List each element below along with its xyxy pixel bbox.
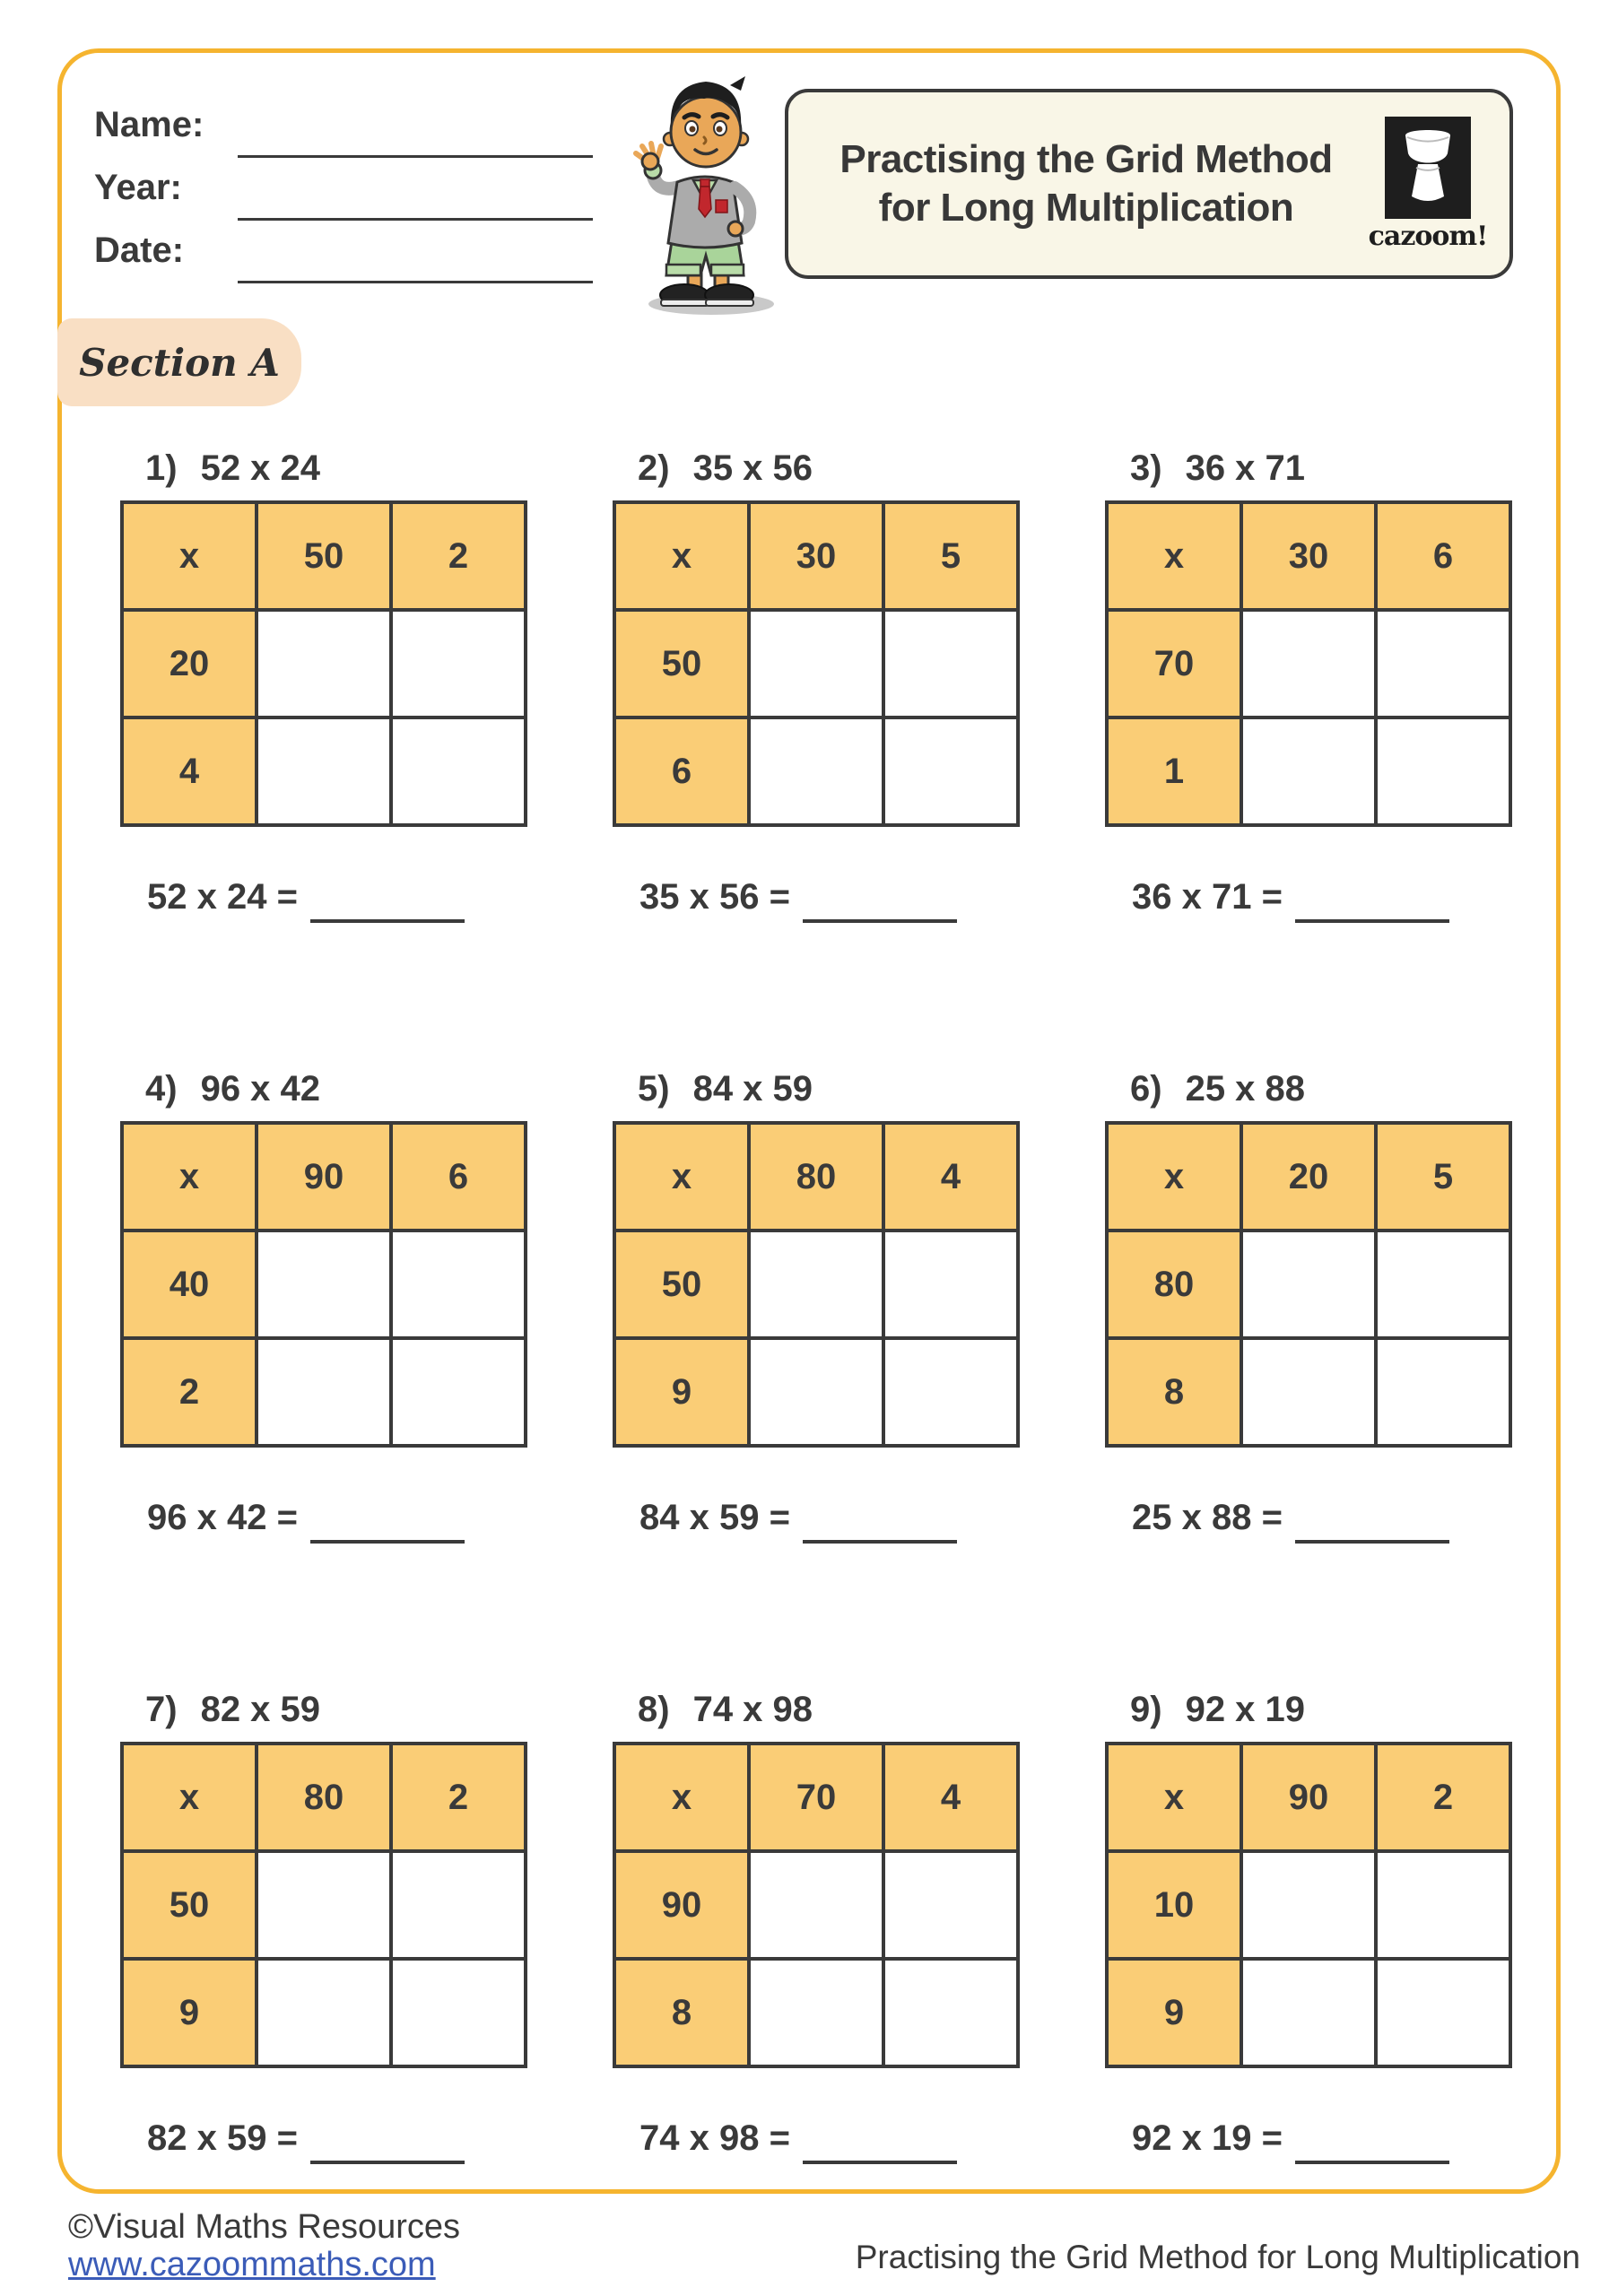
section-a-tab xyxy=(57,318,301,406)
djembe-drum-icon xyxy=(1385,117,1471,219)
problem-expression: 52 x 24 xyxy=(200,448,321,488)
problem-title xyxy=(1130,448,1527,490)
answer-line xyxy=(803,919,957,923)
problem-expression: 92 x 19 xyxy=(1185,1690,1306,1729)
cazoom-logo xyxy=(1362,117,1493,252)
grid-answer-cell xyxy=(1376,610,1510,718)
equation-line xyxy=(639,1498,1034,1538)
grid-answer-cell xyxy=(1376,1231,1510,1338)
date-label: Date: xyxy=(94,230,185,270)
grid-answer-cell xyxy=(749,1959,883,2066)
grid-col-header: 4 xyxy=(883,1123,1018,1231)
grid-row-header: 40 xyxy=(122,1231,257,1338)
name-write-line xyxy=(238,155,593,158)
problem-expression: 74 x 98 xyxy=(692,1690,813,1729)
grid-op-cell: x xyxy=(1107,502,1241,610)
year-write-line xyxy=(238,218,593,221)
grid-answer-cell xyxy=(1241,1851,1376,1959)
worksheet-title-box xyxy=(785,89,1513,279)
grid-row-header: 9 xyxy=(1107,1959,1241,2066)
website-link[interactable]: www.cazoommaths.com xyxy=(68,2246,436,2283)
problem-number: 4) xyxy=(145,1069,178,1109)
answer-line xyxy=(310,919,465,923)
footer-worksheet-name: Practising the Grid Method for Long Multiplication xyxy=(855,2239,1580,2275)
grid-answer-cell xyxy=(257,1231,391,1338)
grid-answer-cell xyxy=(391,1231,526,1338)
problem-title xyxy=(638,1069,1034,1110)
equation-line xyxy=(1132,877,1527,918)
grid-answer-cell xyxy=(1241,1959,1376,2066)
grid-row-header: 6 xyxy=(614,718,749,825)
year-label: Year: xyxy=(94,168,182,207)
grid-col-header: 80 xyxy=(257,1744,391,1851)
equation-line xyxy=(1132,2118,1527,2159)
grid-answer-cell xyxy=(391,1959,526,2066)
equation-label: 35 x 56 = xyxy=(639,877,790,917)
grid-op-cell: x xyxy=(1107,1744,1241,1851)
grid-answer-cell xyxy=(1376,1959,1510,2066)
multiplication-grid xyxy=(120,500,527,827)
grid-row-header: 50 xyxy=(122,1851,257,1959)
equation-line xyxy=(639,2118,1034,2159)
problem-4 xyxy=(120,1069,542,1538)
grid-answer-cell xyxy=(257,1851,391,1959)
grid-col-header: 70 xyxy=(749,1744,883,1851)
title-line-1: Practising the Grid Method xyxy=(839,137,1333,182)
equation-label: 52 x 24 = xyxy=(147,877,298,917)
problem-number: 6) xyxy=(1130,1069,1162,1109)
grid-row-header: 4 xyxy=(122,718,257,825)
grid-answer-cell xyxy=(257,610,391,718)
grid-answer-cell xyxy=(749,1231,883,1338)
grid-answer-cell xyxy=(883,1338,1018,1446)
name-label: Name: xyxy=(94,105,204,144)
grid-col-header: 5 xyxy=(1376,1123,1510,1231)
problem-expression: 35 x 56 xyxy=(692,448,813,488)
problem-expression: 36 x 71 xyxy=(1185,448,1306,488)
grid-col-header: 2 xyxy=(1376,1744,1510,1851)
problem-1 xyxy=(120,448,542,918)
equation-line xyxy=(639,877,1034,918)
problem-number: 9) xyxy=(1130,1690,1162,1729)
copyright-text: ©Visual Maths Resources xyxy=(68,2208,461,2246)
grid-answer-cell xyxy=(1376,718,1510,825)
problem-expression: 82 x 59 xyxy=(200,1690,321,1729)
grid-answer-cell xyxy=(391,610,526,718)
equation-line xyxy=(147,1498,542,1538)
grid-row-header: 2 xyxy=(122,1338,257,1446)
answer-line xyxy=(1295,919,1449,923)
problem-number: 8) xyxy=(638,1690,670,1729)
grid-col-header: 50 xyxy=(257,502,391,610)
grid-op-cell: x xyxy=(614,1744,749,1851)
grid-answer-cell xyxy=(257,1338,391,1446)
grid-row-header: 80 xyxy=(1107,1231,1241,1338)
grid-col-header: 6 xyxy=(1376,502,1510,610)
problem-2 xyxy=(613,448,1034,918)
grid-row-header: 1 xyxy=(1107,718,1241,825)
equation-label: 25 x 88 = xyxy=(1132,1498,1283,1537)
problem-title xyxy=(145,1069,542,1110)
grid-answer-cell xyxy=(1241,1231,1376,1338)
date-field-row xyxy=(94,229,632,291)
grid-col-header: 30 xyxy=(749,502,883,610)
grid-col-header: 5 xyxy=(883,502,1018,610)
problem-3 xyxy=(1105,448,1527,918)
page-border-frame xyxy=(57,48,1561,2194)
grid-answer-cell xyxy=(257,1959,391,2066)
equation-label: 92 x 19 = xyxy=(1132,2118,1283,2158)
equation-label: 96 x 42 = xyxy=(147,1498,298,1537)
grid-col-header: 4 xyxy=(883,1744,1018,1851)
grid-answer-cell xyxy=(749,1851,883,1959)
grid-answer-cell xyxy=(883,1231,1018,1338)
multiplication-grid xyxy=(613,1121,1020,1448)
grid-row-header: 20 xyxy=(122,610,257,718)
grid-op-cell: x xyxy=(614,1123,749,1231)
answer-line xyxy=(1295,1540,1449,1544)
grid-op-cell: x xyxy=(122,1123,257,1231)
problem-5 xyxy=(613,1069,1034,1538)
worksheet-title xyxy=(810,135,1362,231)
answer-line xyxy=(310,1540,465,1544)
problem-title xyxy=(638,448,1034,490)
equation-label: 84 x 59 = xyxy=(639,1498,790,1537)
problem-7 xyxy=(120,1690,542,2159)
grid-answer-cell xyxy=(883,1959,1018,2066)
grid-col-header: 2 xyxy=(391,1744,526,1851)
problem-title xyxy=(638,1690,1034,1731)
grid-col-header: 2 xyxy=(391,502,526,610)
grid-op-cell: x xyxy=(122,502,257,610)
cazoom-wordmark: cazoom! xyxy=(1368,220,1488,252)
multiplication-grid xyxy=(1105,1121,1512,1448)
equation-label: 82 x 59 = xyxy=(147,2118,298,2158)
answer-line xyxy=(803,1540,957,1544)
problem-number: 5) xyxy=(638,1069,670,1109)
grid-col-header: 90 xyxy=(257,1123,391,1231)
schoolboy-illustration xyxy=(611,57,796,322)
grid-op-cell: x xyxy=(1107,1123,1241,1231)
grid-answer-cell xyxy=(883,718,1018,825)
multiplication-grid xyxy=(613,1742,1020,2068)
problem-expression: 96 x 42 xyxy=(200,1069,321,1109)
grid-answer-cell xyxy=(749,610,883,718)
grid-answer-cell xyxy=(391,1338,526,1446)
grid-col-header: 6 xyxy=(391,1123,526,1231)
multiplication-grid xyxy=(1105,500,1512,827)
multiplication-grid xyxy=(1105,1742,1512,2068)
equation-line xyxy=(1132,1498,1527,1538)
grid-answer-cell xyxy=(749,718,883,825)
grid-answer-cell xyxy=(391,718,526,825)
section-a-label: Section A xyxy=(79,340,280,385)
answer-line xyxy=(1295,2161,1449,2164)
title-line-2: for Long Multiplication xyxy=(878,186,1294,230)
problem-expression: 84 x 59 xyxy=(692,1069,813,1109)
problem-expression: 25 x 88 xyxy=(1185,1069,1306,1109)
name-field-row xyxy=(94,103,632,166)
problem-number: 2) xyxy=(638,448,670,488)
year-field-row xyxy=(94,166,632,229)
grid-answer-cell xyxy=(1241,610,1376,718)
grid-row-header: 8 xyxy=(1107,1338,1241,1446)
equation-label: 36 x 71 = xyxy=(1132,877,1283,917)
grid-answer-cell xyxy=(749,1338,883,1446)
problem-title xyxy=(145,1690,542,1731)
grid-answer-cell xyxy=(1241,718,1376,825)
grid-answer-cell xyxy=(1241,1338,1376,1446)
multiplication-grid xyxy=(120,1742,527,2068)
grid-op-cell: x xyxy=(122,1744,257,1851)
problem-6 xyxy=(1105,1069,1527,1538)
grid-col-header: 30 xyxy=(1241,502,1376,610)
problem-title xyxy=(1130,1690,1527,1731)
student-info-fields xyxy=(94,103,632,291)
grid-answer-cell xyxy=(883,1851,1018,1959)
grid-row-header: 70 xyxy=(1107,610,1241,718)
grid-row-header: 10 xyxy=(1107,1851,1241,1959)
problem-title xyxy=(1130,1069,1527,1110)
date-write-line xyxy=(238,281,593,283)
grid-col-header: 20 xyxy=(1241,1123,1376,1231)
multiplication-grid xyxy=(120,1121,527,1448)
grid-row-header: 9 xyxy=(614,1338,749,1446)
grid-col-header: 80 xyxy=(749,1123,883,1231)
answer-line xyxy=(803,2161,957,2164)
grid-answer-cell xyxy=(1376,1338,1510,1446)
answer-line xyxy=(310,2161,465,2164)
grid-row-header: 9 xyxy=(122,1959,257,2066)
grid-row-header: 50 xyxy=(614,610,749,718)
problem-title xyxy=(145,448,542,490)
grid-answer-cell xyxy=(883,610,1018,718)
grid-op-cell: x xyxy=(614,502,749,610)
grid-answer-cell xyxy=(1376,1851,1510,1959)
grid-answer-cell xyxy=(257,718,391,825)
problem-number: 3) xyxy=(1130,448,1162,488)
problem-9 xyxy=(1105,1690,1527,2159)
equation-line xyxy=(147,877,542,918)
grid-row-header: 90 xyxy=(614,1851,749,1959)
grid-row-header: 8 xyxy=(614,1959,749,2066)
grid-col-header: 90 xyxy=(1241,1744,1376,1851)
problem-number: 7) xyxy=(145,1690,178,1729)
problem-8 xyxy=(613,1690,1034,2159)
problem-number: 1) xyxy=(145,448,178,488)
grid-answer-cell xyxy=(391,1851,526,1959)
multiplication-grid xyxy=(613,500,1020,827)
equation-line xyxy=(147,2118,542,2159)
grid-row-header: 50 xyxy=(614,1231,749,1338)
equation-label: 74 x 98 = xyxy=(639,2118,790,2158)
